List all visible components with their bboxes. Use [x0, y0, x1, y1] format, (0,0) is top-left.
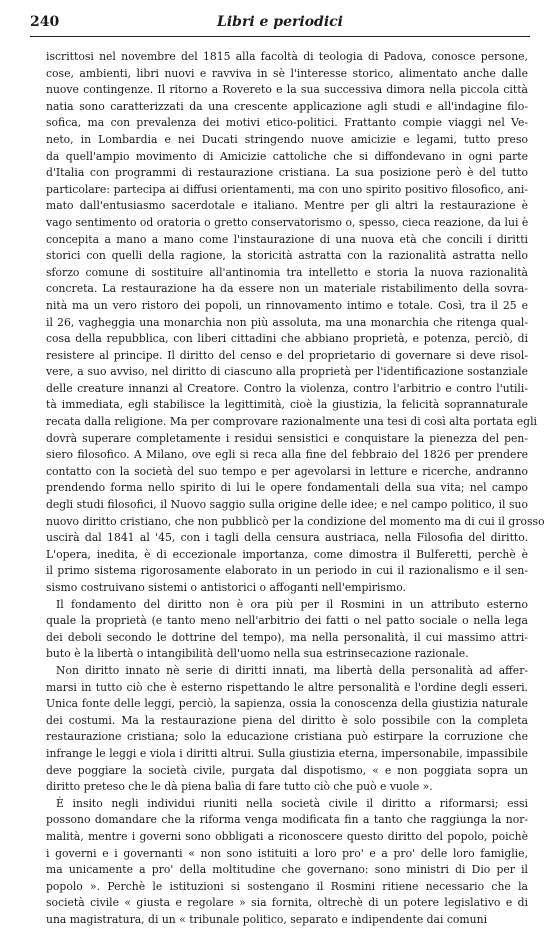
text-line: mato dall'entusiasmo sacerdotale e italiano. Mentre per gli altri la restaurazione è	[46, 199, 528, 213]
text-line: Unica fonte delle leggi, perciò, la sapienza, ossia la conoscenza della giustizia naturale	[46, 697, 528, 711]
text-line: vere, a suo avviso, nel diritto di ciascuno alla proprietà per l'identificazione sostanziale	[46, 365, 528, 379]
text-line: malità, mentre i governi sono obbligati a riconoscere questo diritto del popolo, poichè	[46, 829, 528, 843]
text-line: infrange le leggi e viola i diritti altrui. Sulla giustizia eterna, impersonabile, impassibile	[46, 746, 528, 760]
text-line: Non diritto innato nè serie di diritti innati, ma libertà della personalità ad affer-	[56, 663, 528, 677]
text-line: L'opera, inedita, è di eccezionale importanza, come dimostra il Bulferetti, perchè è	[46, 547, 528, 561]
text-line: possono domandare che la riforma venga modificata fin a tanto che raggiunga la nor-	[46, 813, 528, 827]
text-line: storici con quelli della ragione, la storicità astratta con la razionalità astratta nello	[46, 249, 528, 263]
text-line: contatto con la società del suo tempo e per agevolarsi in letture e ricerche, andranno	[46, 464, 528, 478]
text-line: delle creature innanzi al Creatore. Contro la violenza, contro l'arbitrio e contro l'utili-	[46, 381, 528, 395]
body-text	[46, 49, 545, 928]
text-line: Il fondamento del diritto non è ora più per il Rosmini in un attributo esterno	[56, 597, 528, 611]
text-line: buto è la libertà o intangibilità dell'uomo nella sua estrinsecazione razionale.	[46, 647, 469, 661]
text-line: deve poggiare la società civile, purgata dal dispotismo, « e non poggiata sopra un	[46, 763, 528, 777]
paragraph	[46, 597, 528, 663]
text-line: sofica, ma con prevalenza dei motivi etico-politici. Frattanto compie viaggi nel Ve-	[46, 116, 528, 130]
text-line: il primo sistema rigorosamente elaborato in un periodo in cui il razionalismo e il sen-	[46, 564, 528, 578]
page-header	[30, 14, 530, 37]
text-line: natia sono caratterizzati da una crescente applicazione agli studi e all'indagine filo-	[46, 99, 528, 113]
text-line: concepita a mano a mano come l'instaurazione di una nuova età che concili i diritti	[46, 232, 528, 246]
text-line: tà immediata, egli stabilisce la legittimità, cioè la giustizia, la felicità soprannaturale	[46, 398, 528, 412]
paragraph	[46, 796, 528, 928]
text-line: ma unicamente a pro' della moltitudine che governano: sono ministri di Dio per il	[46, 863, 528, 877]
text-line: restaurazione cristiana; solo la educazione cristiana può estirpare la corruzione che	[46, 730, 528, 744]
text-line: sforzo comune di sostituire all'antinomia tra intelletto e storia la nuova razionalità	[46, 265, 528, 279]
text-line: degli studi filosofici, il Nuovo saggio sulla origine delle idee; e nel campo politico, il suo	[46, 498, 528, 512]
page-number: 240	[30, 14, 60, 30]
text-line: d'Italia con programmi di restaurazione cristiana. La sua posizione però è del tutto	[46, 166, 528, 180]
text-line: da quell'ampio movimento di Amicizie cattoliche che si diffondevano in ogni parte	[46, 149, 528, 163]
text-line: diritto preteso che le dà piena balìa di fare tutto ciò che può e vuole ».	[46, 780, 433, 794]
text-line: popolo ». Perchè le istituzioni si sostengano il Rosmini ritiene necessario che la	[46, 879, 528, 893]
text-line: uscirà dal 1841 al '45, con i tagli della censura austriaca, nella Filosofia del diritto.	[46, 531, 528, 545]
text-line: cosa della repubblica, con liberi cittadini che abbiano proprietà, e potenza, perciò, di	[46, 332, 528, 346]
text-line: siero filosofico. A Milano, ove egli si reca alla fine del febbraio del 1826 per prendere	[46, 448, 528, 462]
text-line: cose, ambienti, libri nuovi e ravviva in sè l'interesse storico, alimentato anche dalle	[46, 66, 528, 80]
text-line: il 26, vagheggia una monarchia non più assoluta, ma una monarchia che ritenga qual-	[46, 315, 528, 329]
paragraph	[46, 49, 545, 597]
text-line: neto, in Lombardia e nei Ducati stringendo nuove amicizie e legami, tutto preso	[46, 132, 528, 146]
text-line: concreta. La restaurazione ha da essere non un materiale ristabilimento della sovra-	[46, 282, 528, 296]
text-line: recata dalla religione. Ma per comprovare razionalmente una tesi di così alta portata egli	[46, 415, 537, 429]
text-line: nuovo diritto cristiano, che non pubblicò per la condizione del momento ma di cui il grosso	[46, 514, 545, 528]
text-line: una magistratura, di un « tribunale politico, separato e indipendente dai comuni	[46, 912, 488, 926]
text-line: società civile « giusta e regolare » sia fornita, oltrechè di un potere legislativo e di	[46, 896, 528, 910]
text-line: prendendo forma nello spirito di lui le opere fondamentali della sua vita; nel campo	[46, 481, 528, 495]
paragraph	[46, 663, 528, 796]
text-line: iscrittosi nel novembre del 1815 alla facoltà di teologia di Padova, conosce persone,	[46, 50, 528, 63]
text-line: nuove contingenze. Il ritorno a Rovereto e la sua successiva dimora nella piccola città	[46, 83, 528, 97]
text-line: vago sentimento od oratoria o gretto conservatorismo o, spesso, cieca reazione, da lui è	[46, 215, 529, 229]
text-line: È insito negli individui riuniti nella società civile il diritto a riformarsi; essi	[56, 796, 528, 810]
text-line: sismo costruivano sistemi o antistorici o affoganti nell'empirismo.	[46, 581, 406, 594]
text-line: dei costumi. Ma la restaurazione piena del diritto è solo possibile con la completa	[46, 713, 528, 727]
text-line: resistere al principe. Il diritto del censo e del proprietario di governare si deve risol-	[46, 348, 528, 362]
text-line: marsi in tutto ciò che è esterno rispettando le altre personalità e l'ordine degli esseri.	[46, 680, 528, 694]
text-line: i governi e i governanti « non sono istituiti a loro pro' e a pro' delle loro famiglie,	[46, 846, 528, 860]
text-line: dovrà superare completamente i residui sensistici e conquistare la pienezza del pen-	[46, 431, 528, 445]
text-line: particolare: partecipa ai diffusi orientamenti, ma con uno spirito positivo filosofico, ani-	[46, 182, 528, 196]
text-line: nità ma un vero ristoro dei popoli, un rinnovamento intimo e totale. Così, tra il 25 e	[46, 298, 528, 312]
running-title: Libri e periodici	[217, 14, 343, 30]
text-line: quale la proprietà (e tanto meno nell'arbitrio dei fatti o nel patto sociale o nella lega	[46, 614, 528, 628]
text-line: dei deboli secondo le dottrine del tempo), ma nella personalità, il cui massimo attri-	[46, 630, 528, 644]
